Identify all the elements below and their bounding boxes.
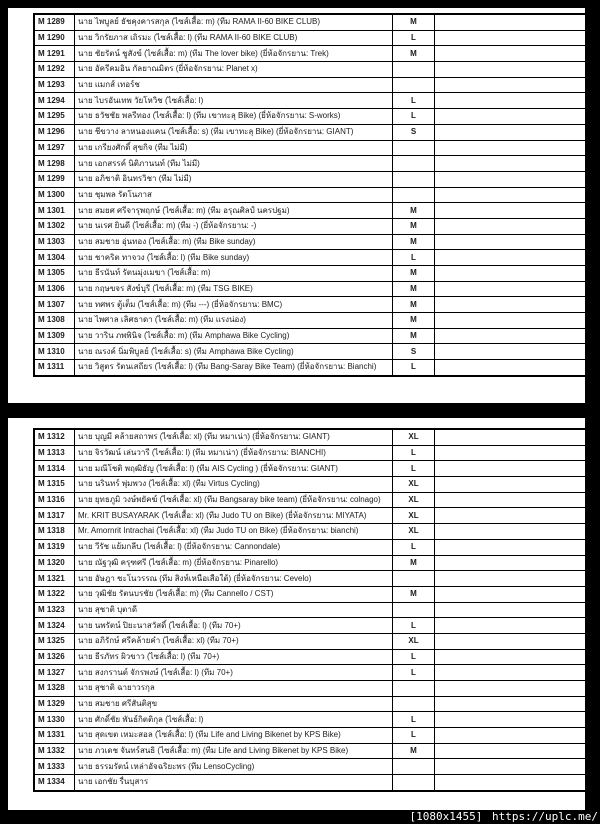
rider-id-cell: M 1310 [34, 344, 75, 360]
table-row [34, 665, 589, 681]
watermark-url: https://uplc.me/ [492, 810, 598, 823]
blank-cell [435, 555, 590, 571]
blank-cell [435, 344, 590, 360]
rider-id-cell: M 1328 [34, 681, 75, 697]
shirt-size-cell: XL [393, 633, 435, 649]
rider-name-cell: นาย ชุมพล รัตโนภาส [75, 187, 393, 203]
table-row [34, 46, 589, 62]
shirt-size-cell [393, 62, 435, 78]
shirt-size-cell [393, 681, 435, 697]
table-row [34, 492, 589, 508]
table-row [34, 461, 589, 477]
blank-cell [435, 681, 590, 697]
rider-id-cell: M 1314 [34, 461, 75, 477]
table-row [34, 696, 589, 712]
rider-id-cell: M 1319 [34, 539, 75, 555]
rider-id-cell: M 1308 [34, 313, 75, 329]
rider-name-cell: นาย นพรัตน์ ปิยะนาสวัสดิ์ (ไซส์เสื้อ: l) (ทีม 70+) [75, 618, 393, 634]
rider-id-cell: M 1293 [34, 77, 75, 93]
table-row [34, 681, 589, 697]
rider-name-cell: นาย จิรวัฒน์ เล่นวารี (ไซส์เสื้อ: l) (ทีม หมาเน่า) (ยี่ห้อจักรยาน: BIANCHI) [75, 445, 393, 461]
rider-id-cell: M 1320 [34, 555, 75, 571]
rider-name-cell: นาย ธวัชชัย พลรีทอง (ไซส์เสื้อ: l) (ทีม เขาทะลุ Bike) (ยี่ห้อจักรยาน: S-works) [75, 109, 393, 125]
rider-id-cell: M 1333 [34, 759, 75, 775]
table-row [34, 602, 589, 618]
blank-cell [435, 461, 590, 477]
blank-cell [435, 46, 590, 62]
rider-id-cell: M 1322 [34, 586, 75, 602]
shirt-size-cell: M [393, 297, 435, 313]
rider-name-cell: นาย ชีขวาง ลาหนองแคน (ไซส์เสื้อ: s) (ทีม เขาทะลุ Bike) (ยี่ห้อจักรยาน: GIANT) [75, 124, 393, 140]
rider-name-cell: นาย ทศพร ตู้เต็ม (ไซส์เสื้อ: m) (ทีม ---) (ยี่ห้อจักรยาน: BMC) [75, 297, 393, 313]
shirt-size-cell: M [393, 14, 435, 30]
rider-name-cell: นาย อัครีคมอิน กัลยาณมิตร (ยี่ห้อจักรยาน: Planet x) [75, 62, 393, 78]
rider-name-cell: นาย วาริน ภพพินิจ (ไซส์เสื้อ: m) (ทีม Amphawa Bike Cycling) [75, 328, 393, 344]
shirt-size-cell: L [393, 360, 435, 376]
watermark-resolution: [1080x1455] [409, 810, 483, 823]
table-row [34, 281, 589, 297]
table-row [34, 775, 589, 791]
rider-id-cell: M 1297 [34, 140, 75, 156]
shirt-size-cell: L [393, 93, 435, 109]
table-row [34, 344, 589, 360]
shirt-size-cell: M [393, 46, 435, 62]
rider-id-cell: M 1294 [34, 93, 75, 109]
rider-name-cell: นาย สงกรานต์ จักรพงษ์ (ไซส์เสื้อ: l) (ทีม 70+) [75, 665, 393, 681]
rider-name-cell: นาย ภวเดช จันทร์สนธิ (ไซส์เสื้อ: m) (ทีม Life and Living Bikenet by KPS Bike) [75, 743, 393, 759]
blank-cell [435, 508, 590, 524]
table-row [34, 571, 589, 587]
rider-name-cell: นาย วุฒิชัย รัตนบรชัย (ไซส์เสื้อ: m) (ทีม Cannello / CST) [75, 586, 393, 602]
rider-name-cell: นาย ธีรนันท์ รัตนมุ่งเมฆา (ไซส์เสื้อ: m) [75, 266, 393, 282]
rider-id-cell: M 1334 [34, 775, 75, 791]
table-row [34, 728, 589, 744]
rider-id-cell: M 1317 [34, 508, 75, 524]
blank-cell [435, 93, 590, 109]
blank-cell [435, 775, 590, 791]
rider-name-cell: นาย มณีโชติ พฤฒิธัญ (ไซส์เสื้อ: l) (ทีม AIS Cycling ) (ยี่ห้อจักรยาน: GIANT) [75, 461, 393, 477]
blank-cell [435, 250, 590, 266]
blank-cell [435, 171, 590, 187]
shirt-size-cell: XL [393, 477, 435, 493]
blank-cell [435, 728, 590, 744]
rider-id-cell: M 1327 [34, 665, 75, 681]
blank-cell [435, 140, 590, 156]
blank-cell [435, 124, 590, 140]
rider-name-cell: นาย วิสูตร รัตนเสถียร (ไซส์เสื้อ: l) (ทีม Bang-Saray Bike Team) (ยี่ห้อจักรยาน: Bianchi) [75, 360, 393, 376]
shirt-size-cell [393, 602, 435, 618]
blank-cell [435, 156, 590, 172]
blank-cell [435, 360, 590, 376]
rider-name-cell: นาย ไพบูลย์ ธัชคุงคารสกุล (ไซส์เสื้อ: m) (ทีม RAMA II-60 BIKE CLUB) [75, 14, 393, 30]
blank-cell [435, 14, 590, 30]
blank-cell [435, 203, 590, 219]
rider-name-cell: นาย วีรัช แย้มกลีบ (ไซส์เสื้อ: l) (ยี่ห้อจักรยาน: Cannondale) [75, 539, 393, 555]
blank-cell [435, 712, 590, 728]
rider-name-cell: นาย สุชาติ บุตาดี [75, 602, 393, 618]
rider-name-cell: นาย แมกส์ เทอร์ช [75, 77, 393, 93]
table-row [34, 266, 589, 282]
shirt-size-cell: L [393, 250, 435, 266]
rider-name-cell: นาย ณัฐวุฒิ ครุฑศรี (ไซส์เสื้อ: m) (ยี่ห้อจักรยาน: Pinarello) [75, 555, 393, 571]
rider-id-cell: M 1332 [34, 743, 75, 759]
rider-id-cell: M 1318 [34, 524, 75, 540]
table-row [34, 618, 589, 634]
blank-cell [435, 571, 590, 587]
table-row [34, 712, 589, 728]
blank-cell [435, 266, 590, 282]
shirt-size-cell: XL [393, 492, 435, 508]
table-row [34, 445, 589, 461]
table-row [34, 633, 589, 649]
rider-name-cell: นาย อภิรักษ์ ศรีคล้ายคำ (ไซส์เสื้อ: xl) (ทีม 70+) [75, 633, 393, 649]
shirt-size-cell [393, 77, 435, 93]
table-row [34, 218, 589, 234]
table-row [34, 62, 589, 78]
rider-id-cell: M 1295 [34, 109, 75, 125]
rider-id-cell: M 1326 [34, 649, 75, 665]
watermark-bar [0, 810, 600, 824]
blank-cell [435, 743, 590, 759]
blank-cell [435, 62, 590, 78]
table-row [34, 524, 589, 540]
blank-cell [435, 665, 590, 681]
rider-name-cell: นาย ณรงค์ นิ่มพิบูลย์ (ไซส์เสื้อ: s) (ทีม Amphawa Bike Cycling) [75, 344, 393, 360]
rider-id-cell: M 1321 [34, 571, 75, 587]
roster-page-2 [8, 418, 585, 810]
blank-cell [435, 281, 590, 297]
rider-id-cell: M 1302 [34, 218, 75, 234]
table-row [34, 429, 589, 445]
rider-name-cell: นาย เอกชัย รื่นบุสาร [75, 775, 393, 791]
table-row [34, 30, 589, 46]
shirt-size-cell: M [393, 313, 435, 329]
rider-id-cell: M 1307 [34, 297, 75, 313]
rider-id-cell: M 1304 [34, 250, 75, 266]
rider-id-cell: M 1306 [34, 281, 75, 297]
table-row [34, 297, 589, 313]
shirt-size-cell: M [393, 328, 435, 344]
blank-cell [435, 77, 590, 93]
rider-name-cell: นาย ศักดิ์ชัย พันธ์กิตติกุล (ไซส์เสื้อ: l) [75, 712, 393, 728]
rider-name-cell: นาย วิกรัยภาส เถิรมะ (ไซส์เสื้อ: l) (ทีม RAMA II-60 BIKE CLUB) [75, 30, 393, 46]
roster-table-2 [33, 428, 590, 792]
rider-name-cell: นาย ยุทธภูมิ วงษ์พยัคฆ์ (ไซส์เสื้อ: xl) (ทีม Bangsaray bike team) (ยี่ห้อจักรยาน: colnago) [75, 492, 393, 508]
shirt-size-cell: M [393, 555, 435, 571]
blank-cell [435, 602, 590, 618]
blank-cell [435, 297, 590, 313]
shirt-size-cell [393, 140, 435, 156]
roster-table-1 [33, 13, 590, 377]
blank-cell [435, 429, 590, 445]
shirt-size-cell: S [393, 344, 435, 360]
blank-cell [435, 234, 590, 250]
shirt-size-cell: M [393, 743, 435, 759]
table-row [34, 360, 589, 376]
blank-cell [435, 187, 590, 203]
shirt-size-cell: XL [393, 429, 435, 445]
rider-name-cell: นาย อัษฎา ชะโนวรรณ (ทีม สิงห์เหนือเสือใต้) (ยี่ห้อจักรยาน: Cevelo) [75, 571, 393, 587]
rider-name-cell: นาย ธีรภัทร ผิวขาว (ไซส์เสื้อ: l) (ทีม 70+) [75, 649, 393, 665]
table-row [34, 328, 589, 344]
blank-cell [435, 539, 590, 555]
shirt-size-cell: L [393, 712, 435, 728]
rider-name-cell: นาย กฤษขจร สังข์บุรี (ไซส์เสื้อ: m) (ทีม TSG BIKE) [75, 281, 393, 297]
table-row [34, 649, 589, 665]
shirt-size-cell: L [393, 30, 435, 46]
rider-id-cell: M 1305 [34, 266, 75, 282]
table-row [34, 109, 589, 125]
rider-name-cell: นาย นเรศ ยินดี (ไซส์เสื้อ: m) (ทีม -) (ยี่ห้อจักรยาน: -) [75, 218, 393, 234]
roster-page-1 [8, 8, 585, 403]
rider-id-cell: M 1315 [34, 477, 75, 493]
rider-id-cell: M 1290 [34, 30, 75, 46]
table-row [34, 313, 589, 329]
rider-id-cell: M 1300 [34, 187, 75, 203]
blank-cell [435, 586, 590, 602]
blank-cell [435, 328, 590, 344]
table-row [34, 187, 589, 203]
shirt-size-cell [393, 156, 435, 172]
table-row [34, 124, 589, 140]
rider-name-cell: นาย ไบรอันเทพ วัยโหวิช (ไซส์เสื้อ: l) [75, 93, 393, 109]
shirt-size-cell [393, 759, 435, 775]
table-row [34, 14, 589, 30]
shirt-size-cell: XL [393, 524, 435, 540]
shirt-size-cell [393, 187, 435, 203]
blank-cell [435, 218, 590, 234]
shirt-size-cell: M [393, 203, 435, 219]
rider-id-cell: M 1329 [34, 696, 75, 712]
blank-cell [435, 313, 590, 329]
shirt-size-cell: M [393, 266, 435, 282]
shirt-size-cell: M [393, 586, 435, 602]
rider-id-cell: M 1298 [34, 156, 75, 172]
rider-name-cell: นาย อภิชาติ อินทรวิชา (ทีม ไม่มี) [75, 171, 393, 187]
table-row [34, 477, 589, 493]
rider-id-cell: M 1313 [34, 445, 75, 461]
blank-cell [435, 109, 590, 125]
table-row [34, 555, 589, 571]
blank-cell [435, 633, 590, 649]
blank-cell [435, 30, 590, 46]
table-row [34, 743, 589, 759]
rider-name-cell: Mr. Amornrit Intrachai (ไซส์เสื้อ: xl) (ทีม Judo TU on Bike) (ยี่ห้อจักรยาน: bianchi) [75, 524, 393, 540]
rider-name-cell: นาย สุชาติ ฉายาวรกุล [75, 681, 393, 697]
shirt-size-cell [393, 171, 435, 187]
shirt-size-cell: L [393, 461, 435, 477]
rider-name-cell: นาย ชาคริต ทาจวง (ไซส์เสื้อ: l) (ทีม Bike sunday) [75, 250, 393, 266]
rider-id-cell: M 1292 [34, 62, 75, 78]
shirt-size-cell: L [393, 109, 435, 125]
shirt-size-cell: XL [393, 508, 435, 524]
blank-cell [435, 618, 590, 634]
shirt-size-cell: L [393, 649, 435, 665]
rider-id-cell: M 1330 [34, 712, 75, 728]
rider-id-cell: M 1296 [34, 124, 75, 140]
rider-id-cell: M 1291 [34, 46, 75, 62]
rider-id-cell: M 1316 [34, 492, 75, 508]
rider-name-cell: นาย ชัยรัตน์ ชูสังข์ (ไซส์เสื้อ: m) (ทีม The lover bike) (ยี่ห้อจักรยาน: Trek) [75, 46, 393, 62]
shirt-size-cell: S [393, 124, 435, 140]
rider-name-cell: Mr. KRIT BUSAYARAK (ไซส์เสื้อ: xl) (ทีม Judo TU on Bike) (ยี่ห้อจักรยาน: MIYATA) [75, 508, 393, 524]
rider-name-cell: นาย เกรียงศักดิ์ สุขกิจ (ทีม ไม่มี) [75, 140, 393, 156]
blank-cell [435, 492, 590, 508]
rider-name-cell: นาย สมชาย อุ่นทอง (ไซส์เสื้อ: m) (ทีม Bike sunday) [75, 234, 393, 250]
rider-id-cell: M 1323 [34, 602, 75, 618]
shirt-size-cell: L [393, 445, 435, 461]
table-row [34, 586, 589, 602]
rider-id-cell: M 1331 [34, 728, 75, 744]
rider-id-cell: M 1299 [34, 171, 75, 187]
rider-name-cell: นาย บุญมี คล้ายสถาพร (ไซส์เสื้อ: xl) (ทีม หมาเน่า) (ยี่ห้อจักรยาน: GIANT) [75, 429, 393, 445]
shirt-size-cell [393, 696, 435, 712]
shirt-size-cell: M [393, 234, 435, 250]
rider-id-cell: M 1301 [34, 203, 75, 219]
blank-cell [435, 477, 590, 493]
rider-name-cell: นาย เอกสรรค์ นิติภานนท์ (ทีม ไม่มี) [75, 156, 393, 172]
table-row [34, 93, 589, 109]
shirt-size-cell: L [393, 539, 435, 555]
shirt-size-cell [393, 775, 435, 791]
shirt-size-cell: M [393, 218, 435, 234]
rider-id-cell: M 1289 [34, 14, 75, 30]
rider-id-cell: M 1309 [34, 328, 75, 344]
shirt-size-cell: M [393, 281, 435, 297]
table-row [34, 234, 589, 250]
shirt-size-cell: L [393, 728, 435, 744]
table-row [34, 171, 589, 187]
rider-id-cell: M 1311 [34, 360, 75, 376]
rider-name-cell: นาย สมยศ ศรีจารุพฤกษ์ (ไซส์เสื้อ: m) (ทีม อรุณศิลป์ นครปฐม) [75, 203, 393, 219]
rider-id-cell: M 1325 [34, 633, 75, 649]
table-row [34, 156, 589, 172]
shirt-size-cell [393, 571, 435, 587]
shirt-size-cell: L [393, 665, 435, 681]
rider-name-cell: นาย สมชาย ศรีสันติสุข [75, 696, 393, 712]
blank-cell [435, 649, 590, 665]
rider-name-cell: นาย นรินทร์ พุ่มพวง (ไซส์เสื้อ: xl) (ทีม Virtus Cycling) [75, 477, 393, 493]
table-row [34, 140, 589, 156]
table-row [34, 250, 589, 266]
rider-id-cell: M 1324 [34, 618, 75, 634]
blank-cell [435, 696, 590, 712]
table-row [34, 759, 589, 775]
table-row [34, 203, 589, 219]
shirt-size-cell: L [393, 618, 435, 634]
blank-cell [435, 524, 590, 540]
rider-id-cell: M 1303 [34, 234, 75, 250]
blank-cell [435, 445, 590, 461]
rider-name-cell: นาย ไพศาล เลิศธาดา (ไซส์เสื้อ: m) (ทีม แรงน่อง) [75, 313, 393, 329]
rider-name-cell: นาย ธรรมรัตน์ เหล่าอัจฉริยะพร (ทีม LensoCycling) [75, 759, 393, 775]
rider-id-cell: M 1312 [34, 429, 75, 445]
table-row [34, 539, 589, 555]
rider-name-cell: นาย สุดเขต เหมะสอล (ไซส์เสื้อ: l) (ทีม Life and Living Bikenet by KPS Bike) [75, 728, 393, 744]
table-row [34, 508, 589, 524]
blank-cell [435, 759, 590, 775]
table-row [34, 77, 589, 93]
